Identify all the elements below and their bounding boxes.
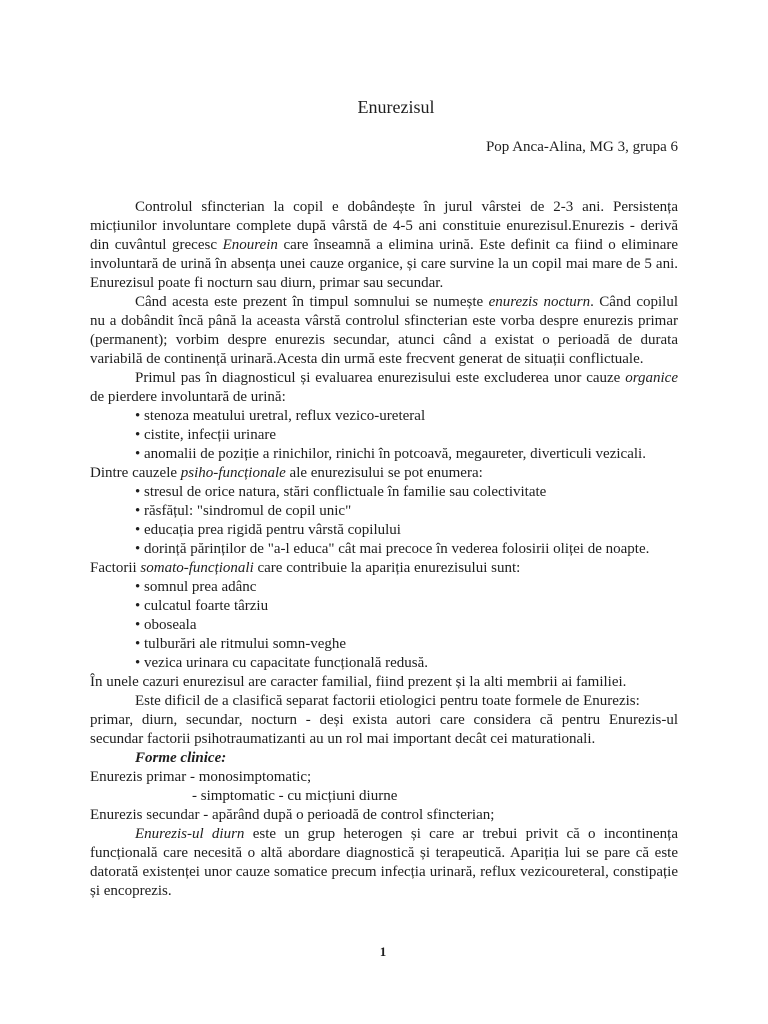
nocturnal-line: variabilă de continență urinară.Acesta din urmă este frecvent generat de situații conflictuale. <box>90 351 644 367</box>
nocturnal-text: . Când copilul <box>590 294 679 310</box>
list-item: • dorință părinților de "a-l educa" cât mai precoce în vederea folosirii oliței de noapte. <box>135 541 650 557</box>
diurnal-text: este un grup heterogen și care ar trebui privit că o incontinența <box>252 826 678 842</box>
diurnal-line: datorată existenței unor cauze somatice precum infecția urinară, reflux vezicoureteral, constipație <box>90 864 678 880</box>
document-title: Enurezisul <box>357 97 435 117</box>
clinical-form-secondary: Enurezis secundar - apărând după o perioadă de control sfincterian; <box>90 807 495 823</box>
organic-causes-intro <box>90 369 678 388</box>
clinical-forms-heading-text: Forme clinice: <box>135 750 227 766</box>
nocturnal-line: nu a dobândit încă până la aceasta vârstă controlul sfincterian este vorba despre enurezis primar <box>90 313 678 329</box>
list-item: • stresul de orice natura, stări conflictuale în familie sau colectivitate <box>135 484 547 500</box>
definition-line: involuntară de urină în absența unei cauze organice, și care survine la un copil mai mare de 5 ani. <box>90 256 678 272</box>
diurnal-line <box>90 825 678 844</box>
definition-text: care înseamnă a elimina urină. Este definit ca fiind o eliminare <box>283 237 679 253</box>
familial-note: În unele cazuri enurezisul are caracter familial, fiind prezent și la alti membrii ai familiei. <box>90 674 627 690</box>
diurnal-term: Enurezis-ul diurn <box>135 826 245 842</box>
list-item: • răsfățul: "sindromul de copil unic" <box>135 503 352 519</box>
list-item: • cistite, infecții urinare <box>135 427 277 443</box>
list-item: • somnul prea adânc <box>135 579 257 595</box>
organic-intro-text: Primul pas în diagnosticul și evaluarea enurezisului este excluderea unor cauze <box>135 370 621 386</box>
definition-line: micțiunilor involuntare complete după vârstă de 4-5 ani constituie enurezisul.Enurezis - derivă <box>90 218 678 234</box>
somatofunctional-intro <box>90 559 678 578</box>
list-item: • anomalii de poziție a rinichilor, rinichi în potcoavă, megaureter, diverticuli vezicali. <box>135 446 646 462</box>
classification-line: primar, diurn, secundar, nocturn - deși exista autori care considera că pentru Enurezis-ul <box>90 712 678 728</box>
psychofunctional-term: psiho-funcționale <box>180 465 286 481</box>
nocturnal-term: enurezis nocturn <box>488 294 591 310</box>
somatofunctional-text: care contribuie la apariția enurezisului sunt: <box>257 560 521 576</box>
classification-line: Este dificil de a clasifică separat factorii etiologici pentru toate formele de Enurezis: <box>135 693 640 709</box>
list-item: • tulburări ale ritmului somn-veghe <box>135 636 347 652</box>
list-item: • oboseala <box>135 617 197 633</box>
page-number: 1 <box>379 944 387 959</box>
list-item: • educația prea rigidă pentru vârstă copilului <box>135 522 401 538</box>
psychofunctional-text: ale enurezisului se pot enumera: <box>289 465 483 481</box>
clinical-form-primary: Enurezis primar - monosimptomatic; <box>90 769 312 785</box>
list-item: • stenoza meatului uretral, reflux vezico-ureteral <box>135 408 426 424</box>
definition-line: Controlul sfincterian la copil e dobândește în jurul vârstei de 2-3 ani. Persistența <box>135 199 678 215</box>
list-item: • vezica urinara cu capacitate funcțională redusă. <box>135 655 428 671</box>
document-body <box>90 198 678 901</box>
organic-term: organice <box>625 370 678 386</box>
nocturnal-text: Când acesta este prezent în timpul somnului se numește <box>135 294 484 310</box>
psychofunctional-text: Dintre cauzele <box>90 465 178 481</box>
clinical-forms-heading <box>90 749 678 768</box>
list-item: • culcatul foarte târziu <box>135 598 269 614</box>
definition-line <box>90 236 678 255</box>
nocturnal-line: (permanent); vorbim despre enurezis secundar, atunci când a existat o perioadă de durata <box>90 332 678 348</box>
somatofunctional-text: Factorii <box>90 560 137 576</box>
nocturnal-line <box>90 293 678 312</box>
diurnal-line: și encoprezis. <box>90 883 172 899</box>
definition-line: Enurezisul poate fi nocturn sau diurn, primar sau secundar. <box>90 275 444 291</box>
greek-term: Enourein <box>222 237 278 253</box>
organic-causes-intro: de pierdere involuntară de urină: <box>90 389 286 405</box>
somatofunctional-term: somato-funcționali <box>140 560 254 576</box>
psychofunctional-intro <box>90 464 678 483</box>
diurnal-line: funcțională care necesită o altă abordare diagnostică și terapeutică. Apariția lui se pare că este <box>90 845 678 861</box>
classification-line: secundar factorii psihotraumatizanti au un rol mai important decât cei maturationali. <box>90 731 596 747</box>
author-line: Pop Anca-Alina, MG 3, grupa 6 <box>485 139 678 155</box>
clinical-form-primary-variant: - simptomatic - cu micțiuni diurne <box>192 788 398 804</box>
definition-text: din cuvântul grecesc <box>90 237 217 253</box>
